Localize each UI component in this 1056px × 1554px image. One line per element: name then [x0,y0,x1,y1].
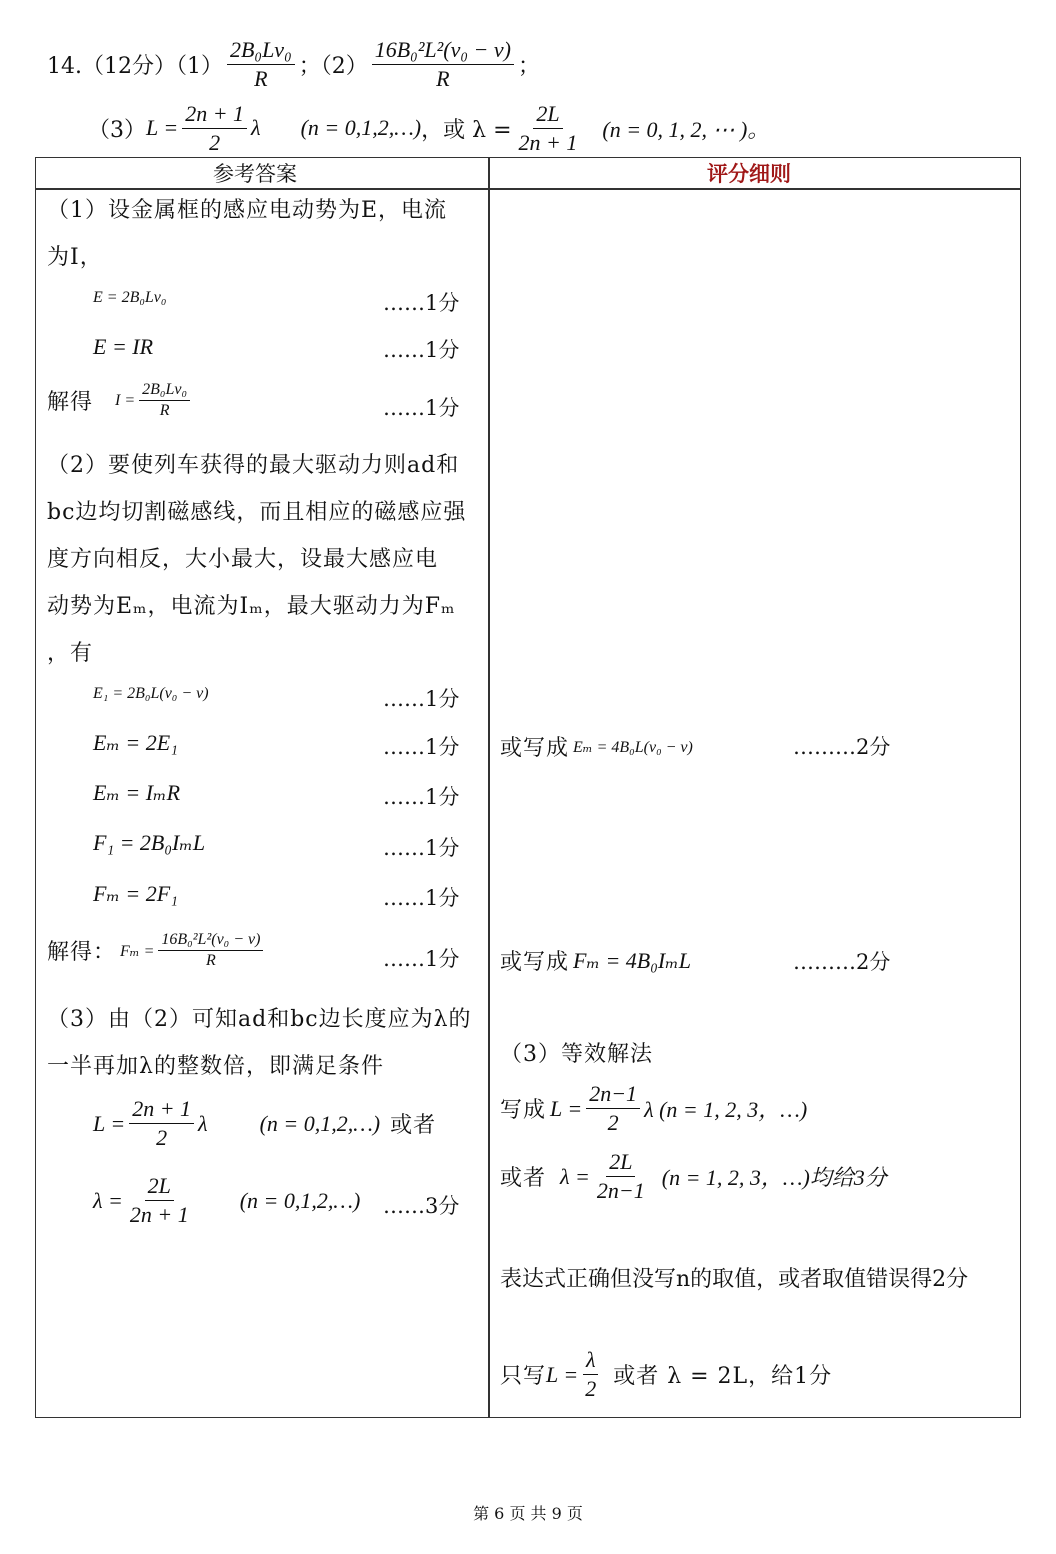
part2-line-4: 动势为Eₘ，电流为Iₘ，最大驱动力为Fₘ [47,594,456,619]
fraction [129,1095,194,1152]
fraction [594,1148,648,1205]
tail: 或者 λ = 2L，给1分 [613,1364,833,1389]
equation-lhs: I = [115,391,136,409]
summary-part3-or: ，或 λ = [421,117,512,143]
equation-lhs: L = [546,1361,579,1387]
alt-score-1: ………2分 [793,735,891,759]
table-header-divider [35,188,1021,190]
score-7: ……1分 [383,836,460,860]
or-label: 或者 [390,1113,437,1138]
header-rubric: 评分细则 [707,161,791,186]
alt-equation: Eₘ = 4B₀L(v₀ − v) [573,738,693,756]
part3-line-2: 一半再加λ的整数倍，即满足条件 [47,1054,384,1079]
header-answer: 参考答案 [213,162,297,186]
equation-l-condition [93,1095,436,1152]
prefix: 写成 [500,1098,547,1123]
equation-lhs: L = [550,1095,583,1121]
alt-equation: Fₘ = 4B₀IₘL [573,947,691,973]
page-footer: 第 6 页 共 9 页 [473,1504,583,1523]
alt-fm-expression [500,945,691,976]
equation-fm-2f1: Fₘ = 2F₁ [93,881,178,906]
solve-label: 解得 [47,390,94,415]
score-4: ……1分 [383,687,460,711]
summary-part3-fraction-1 [182,100,247,157]
fraction-numerator: λ [583,1346,599,1375]
fraction-denominator: R [206,952,216,969]
fraction-denominator: 2n−1 [596,1178,645,1203]
fraction-denominator: 2 [607,1110,619,1135]
tail: (n = 1, 2, 3，…)均给3分 [661,1165,887,1190]
summary-separator: ；（2） [298,53,368,79]
fraction-denominator: 2 [156,1125,168,1150]
equivalent-lambda-expression [500,1148,887,1205]
fraction-denominator: 2 [209,129,221,155]
equation-fm-solution [47,930,267,971]
part3-line-1: （3）由（2）可知ad和bc边长度应为λ的 [47,1007,472,1032]
summary-part3-lambda: λ [251,115,261,140]
fraction-numerator: 2n + 1 [129,1095,194,1124]
score-3: ……1分 [383,396,460,420]
fraction-denominator: R [159,402,170,419]
summary-part3-fraction-2 [516,100,581,157]
solve-label: 解得： [47,940,117,965]
part1-intro-line-2: 为I， [47,245,103,270]
rubric-note-minimal [500,1346,832,1403]
alt-prefix: 或写成 [500,950,570,975]
fraction [158,930,263,971]
summary-line-2 [88,98,769,158]
equation-e-ir: E = IR [93,334,154,359]
fraction-numerator: 2B₀Lv₀ [139,380,190,401]
summary-label: 14.（12分）（1） [47,53,223,79]
alt-prefix: 或写成 [500,736,570,761]
condition: (n = 0,1,2,…) [239,1187,361,1213]
part2-line-1: （2）要使列车获得的最大驱动力则ad和 [47,453,460,478]
score-8: ……1分 [383,886,460,910]
score-1: ……1分 [383,291,460,315]
alt-score-2: ………2分 [793,950,891,974]
fraction-denominator: R [436,65,450,91]
equation-lhs: λ = [560,1163,590,1189]
fraction-numerator: 2n + 1 [182,100,247,129]
summary-part3-L: L = [146,115,179,140]
part2-line-3: 度方向相反，大小最大，设最大感应电 [47,547,439,572]
part2-line-5: ，有 [47,641,94,666]
prefix: 或者 [500,1166,547,1191]
summary-part1-fraction [227,36,295,93]
equation-em-imr: Eₘ = IₘR [93,780,181,805]
tail: λ (n = 1, 2, 3，…) [644,1097,808,1122]
fraction-numerator: 16B₀²L²(v₀ − v) [372,36,514,65]
alt-em-expression [500,731,693,762]
summary-part3-condition-1: (n = 0,1,2,…) [300,115,422,140]
prefix: 只写 [500,1364,547,1389]
fraction-numerator: 2L [533,100,562,129]
summary-end: ； [517,53,540,79]
rubric-note-partial: 表达式正确但没写n的取值，或者取值错误得2分 [500,1267,969,1292]
equation-f1: F₁ = 2B₀IₘL [93,830,206,855]
equation-em-2e1: Eₘ = 2E₁ [93,730,178,755]
fraction [586,1080,640,1137]
equation-lambda-condition [93,1172,360,1229]
score-9: ……1分 [383,947,460,971]
fraction-denominator: R [254,65,268,91]
equivalent-l-expression [500,1080,807,1137]
part2-line-2: bc边均切割磁感线，而且相应的磁感应强 [47,500,467,525]
fraction-numerator: 2n−1 [586,1080,640,1109]
summary-part3-condition-2: (n = 0, 1, 2, ⋯ )。 [602,116,770,142]
summary-part2-fraction [372,36,514,93]
condition: (n = 0,1,2,…) [259,1110,381,1136]
equation-e1: E = 2B₀Lv₀ [93,289,167,306]
fraction-numerator: 16B₀²L²(v₀ − v) [158,930,263,951]
fraction [582,1346,599,1403]
part1-intro-line-1: （1）设金属框的感应电动势为E，电流 [47,198,448,223]
score-2: ……1分 [383,338,460,362]
fraction [127,1172,192,1229]
equation-lhs: λ = [93,1187,123,1213]
summary-part3-label: （3） [88,117,146,143]
score-6: ……1分 [383,785,460,809]
part3-equivalent-title: （3）等效解法 [500,1042,653,1067]
equation-e1-motion: E₁ = 2B₀L(v₀ − v) [93,685,209,702]
equation-lhs: L = [93,1110,126,1136]
fraction-denominator: 2n + 1 [518,129,578,155]
fraction [139,380,190,421]
equation-i-solution [47,380,194,421]
score-5: ……1分 [383,735,460,759]
fraction-numerator: 2B₀Lv₀ [227,36,295,65]
score-10: ……3分 [383,1194,460,1218]
summary-line-1 [47,34,540,94]
lambda-symbol: λ [198,1110,208,1136]
table-column-divider [488,157,490,1418]
fraction-numerator: 2L [606,1148,635,1177]
fraction-denominator: 2n + 1 [129,1202,189,1227]
equation-lhs: Fₘ = [120,942,155,960]
fraction-denominator: 2 [585,1376,597,1401]
fraction-numerator: 2L [145,1172,174,1201]
